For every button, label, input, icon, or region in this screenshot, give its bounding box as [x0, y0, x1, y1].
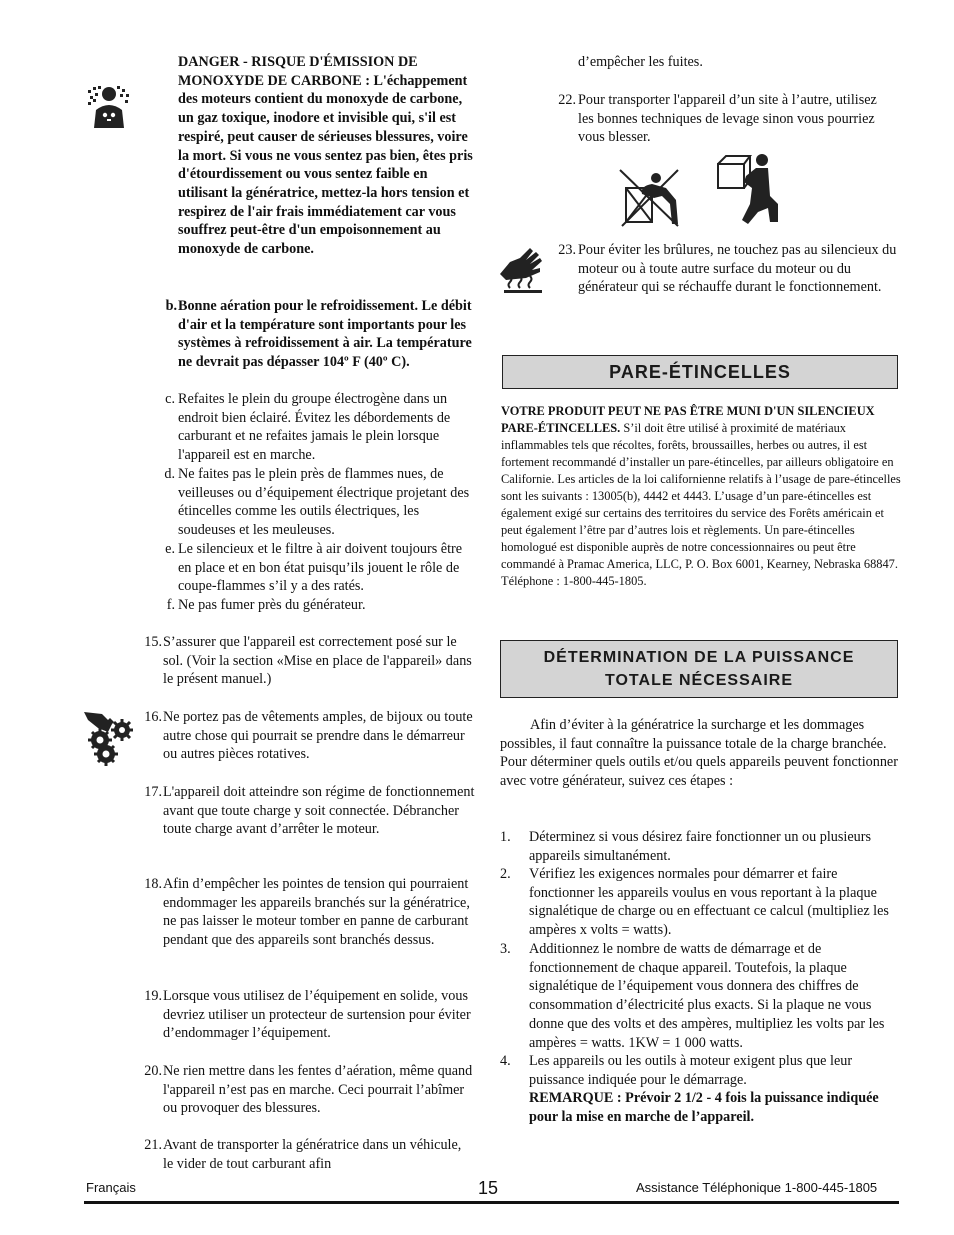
total-power-heading	[500, 640, 898, 698]
rotating-parts-entanglement-icon	[84, 710, 138, 766]
ventilation-item	[158, 297, 478, 392]
power-step-3	[500, 940, 898, 1053]
item-number: 16.	[144, 709, 162, 725]
power-step-1	[500, 828, 898, 866]
footer-language: Français	[86, 1180, 136, 1195]
item-text: Afin d’empêcher les pointes de tension qui pourraient endommager les appareils branchés sur la génératrice, ne pas laisser le moteur tomber en panne de carburant pendant que des appareils sont branchés dessus.	[163, 876, 470, 949]
step-number: 3.	[500, 941, 511, 957]
page-number: 15	[478, 1178, 499, 1198]
muffler-filter-item	[158, 540, 478, 597]
item-number: 22.	[558, 92, 576, 108]
carbon-monoxide-hazard-icon	[86, 84, 132, 130]
item-text: S’assurer que l'appareil est correctement posé sur le sol. (Voir la section «Mise en place de l'appareil» dans le présent manuel.)	[163, 634, 472, 688]
startup-power-remark: REMARQUE : Prévoir 2 1/2 - 4 fois la puissance indiquée pour la mise en marche de l’appareil.	[529, 1090, 879, 1126]
total-power-heading-line-1: DÉTERMINATION DE LA PUISSANCE	[543, 649, 855, 666]
hot-surface-burn-icon	[500, 246, 546, 294]
step-4-body: Les appareils ou les outils à moteur exigent plus que leur puissance indiquée pour le démarrage.	[529, 1053, 853, 1088]
refuel-lighting-item	[158, 390, 478, 466]
footer-rule	[84, 1201, 899, 1204]
item-21-continuation: d’empêcher les fuites.	[578, 54, 703, 70]
total-power-intro: Afin d’éviter à la génératrice la surcharge et les dommages possibles, il faut connaître la puissance totale de la charge branchée. Pour déterminer quels outils et/ou quels appareils peuvent fonctionner avec votre générateur, suivez ces étapes :	[500, 717, 898, 790]
list-item-17	[140, 783, 478, 859]
item-letter: d.	[164, 466, 175, 482]
item-number: 20.	[144, 1063, 162, 1079]
step-number: 4.	[500, 1053, 511, 1069]
item-text: Ne faites pas le plein près de flammes nues, de veilleuses ou d’équipement électrique projetant des étincelles comme les outils électriques, les soudeuses et les meuleuses.	[178, 466, 470, 539]
list-item-15	[140, 633, 478, 690]
spark-arrester-body: S’il doit être utilisé à proximité de matériaux inflammables tels que récoltes, forêts, broussailles, herbes ou autres, il est fortement recommandé d’installer un pare-étincelles, par ailleurs obligatoire en Californie. Les articles de la loi californienne relatifs à l’usage de pare-étincelles sont les suivants : 13005(b), 4442 et 4443. L’usage d’un pare-étincelles est également exigé sur certains des territoires du service des Forêts américain et peut également l’être par d’autres lois et règlements. Un pare-étincelles homologué est disponible auprès de notre concessionnaires ou peut être commandé à Pramac America, LLC, P. O. Box 6001, Kearney, Nebraska 68847. Téléphone : 1-800-445-1805.	[501, 421, 901, 588]
power-step-4	[500, 1052, 898, 1132]
item-text: Avant de transporter la génératrice dans un véhicule, le vider de tout carburant afin	[163, 1137, 462, 1172]
list-item-16	[140, 708, 478, 765]
spark-arrester-heading: PARE-ÉTINCELLES	[502, 355, 898, 389]
item-number: 18.	[144, 876, 162, 892]
item-text: Le silencieux et le filtre à air doivent toujours être en place et en bon état puisqu’ils jouent le rôle de coupe-flammes s’il y a des ratés.	[178, 541, 463, 595]
item-letter: b.	[165, 298, 177, 314]
step-text: Déterminez si vous désirez faire fonctionner un ou plusieurs appareils simultanément.	[529, 829, 871, 864]
step-text: Additionnez le nombre de watts de démarrage et de fonctionnement de chaque appareil. Toutefois, la plaque signalétique de l’équipement vous donnera des chiffres de consommation d’électricité plus exacts. Si la plaque ne vous donne que des volts et des ampères, multipliez les volts par les ampères = watts. 1KW = 1 000 watts.	[529, 941, 885, 1051]
step-number: 1.	[500, 829, 511, 845]
item-number: 15.	[144, 634, 162, 650]
item-text: Ne rien mettre dans les fentes d’aération, même quand l'appareil n’est pas en marche. Ceci pourrait l’abîmer ou provoquer des blessures.	[163, 1063, 473, 1117]
spark-arrester-paragraph	[501, 403, 903, 590]
step-text	[529, 1052, 898, 1127]
list-item-18	[140, 875, 478, 970]
footer-phone-support: Assistance Téléphonique 1-800-445-1805	[636, 1180, 878, 1195]
list-item-22	[554, 91, 898, 148]
step-text: Vérifiez les exigences normales pour démarrer et faire fonctionner les appareils voulus en vous reportant à la plaque signalétique de charge ou en effectuant ce calcul (multipliez les ampères x volts = watts).	[529, 866, 889, 939]
item-text: Ne portez pas de vêtements amples, de bijoux ou toute autre chose qui pourrait se prendre dans le démarreur ou autres pièces rotatives.	[163, 709, 473, 763]
list-item-21	[140, 1136, 478, 1176]
item-letter: e.	[165, 541, 175, 557]
step-number: 2.	[500, 866, 511, 882]
item-text: Pour éviter les brûlures, ne touchez pas au silencieux du moteur ou à toute autre surface du moteur ou du générateur qui se réchauffe durant le fonctionnement.	[578, 242, 897, 296]
item-letter: c.	[165, 391, 175, 407]
list-item-19	[140, 987, 478, 1044]
item-number: 19.	[144, 988, 162, 1004]
power-step-2	[500, 865, 898, 941]
item-number: 21.	[144, 1137, 162, 1153]
no-smoking-item	[158, 596, 478, 615]
item-number: 23.	[558, 242, 576, 258]
item-text: Lorsque vous utilisez de l’équipement en solide, vous devriez utiliser un protecteur de surtension pour éviter d’endommager l’équipement.	[163, 988, 471, 1042]
item-letter: f.	[166, 597, 175, 613]
item-text: Pour transporter l'appareil d’un site à l’autre, utilisez les bonnes techniques de levage sinon vous pourriez vous blesser.	[578, 92, 877, 146]
list-item-23	[554, 241, 898, 317]
total-power-heading-line-2: TOTALE NÉCESSAIRE	[605, 672, 793, 689]
item-text: L'appareil doit atteindre son régime de fonctionnement avant que toute charge y soit connectée. Débrancher toute charge avant d’arrêter le moteur.	[163, 784, 475, 838]
list-item-20	[140, 1062, 478, 1119]
item-text: Ne pas fumer près du générateur.	[178, 597, 366, 613]
item-text: Refaites le plein du groupe électrogène dans un endroit bien éclairé. Évitez les débordements de carburant et ne refaites jamais le plein lorsque l'appareil est en marche.	[178, 391, 451, 464]
item-number: 17.	[144, 784, 162, 800]
incorrect-lifting-illustration	[618, 164, 684, 228]
correct-lifting-illustration	[716, 152, 780, 226]
item-text: Bonne aération pour le refroidissement. Le débit d'air et la température sont importants pour les systèmes à refroidissement à air. La température ne devrait pas dépasser 104º F (40º C).	[178, 298, 472, 371]
refuel-flames-item	[158, 465, 478, 541]
spark-arrester-notice: VOTRE PRODUIT PEUT NE PAS ÊTRE MUNI D'UN SILENCIEUX PARE-ÉTINCELLES.	[501, 404, 875, 435]
carbon-monoxide-danger-warning: DANGER - RISQUE D'ÉMISSION DE MONOXYDE DE CARBONE : L'échappement des moteurs contient du monoxyde de carbone, un gaz toxique, inodore et invisible qui, s'il est respiré, peut causer de sérieuses blessures, voire la mort. Si vous ne vous sentez pas bien, êtes pris d'étourdissement ou vous sentez faible en utilisant la génératrice, mettez-la hors tension et respirez de l'air frais immédiatement car vous souffrez peut-être d'un empoisonnement au monoxyde de carbone.	[178, 54, 473, 258]
